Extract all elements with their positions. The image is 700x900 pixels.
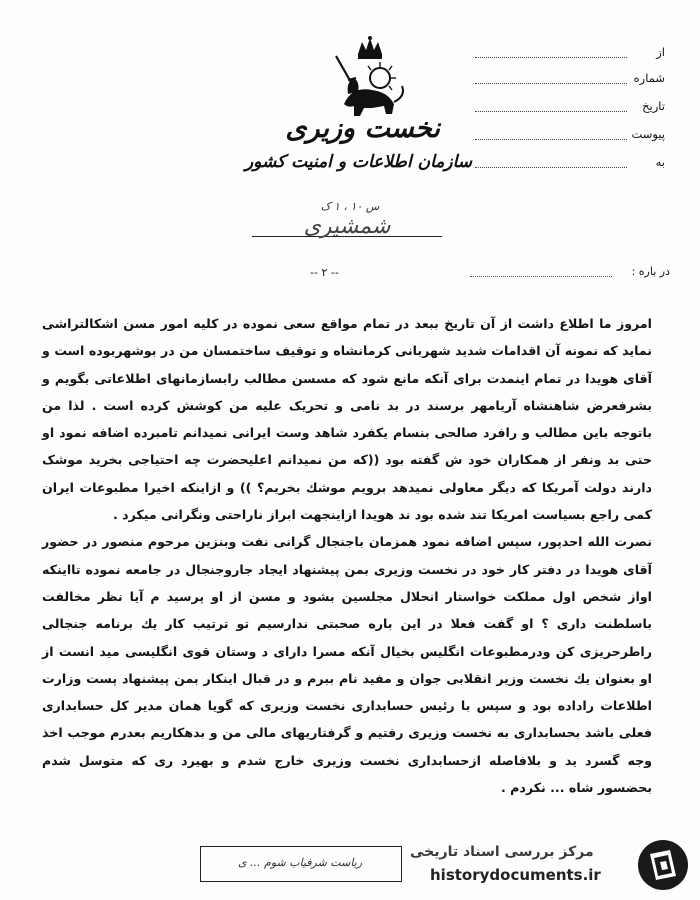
watermark-url: historydocuments.ir	[430, 866, 601, 884]
body-paragraph-1: امروز ما اطلاع داشت از آن تاریخ ببعد در تمام مواقع سعی نموده در کلیه امور مسن اشکالتراشی نماید که نمونه آن اقدامات شدید شهربانی کرمانشاه و توقیف ساختمسان من در بوشهربوده است و آقای هویدا در تمام اینمدت برای آنکه مانع شود که مسسن مطالب رابسازمانهای اطلاعاتی بگویم و بشرفعرض شاهنشاه آریامهر برسند در بد نامی و تحریک علیه من کوشش کرده است . لذا من باتوجه باین مطالب و رافرد صالحی بنسام یکفرد شاهد وست ایرانی نمیدانم تامبرده اضافه نمود او حتی بد ونفر از همکاران خود ش گفته بود ((که من نمیدانم اعلیحضرت چه احتیاجی بخرید موشک دارند دولت آمریکا که دیگر معاولی نمیدهد برویم موشك بخریم؟ )) و ازاینکه اخیرا مطبوعات ایران کمی راجع بسیاست امریکا تند شده بود ند هویدا ازاینجهت ابراز ناراحتی ونگرانی میکرد .	[42, 316, 652, 523]
field-to	[475, 154, 665, 176]
body-paragraph-2: نصرت الله احدپور، سپس اضافه نمود همزمان باجنجال گرانی نفت وبنزین مرحوم منصور در حضور آقای هویدا در دفتر کار خود در نخست وزیری بمن پیشنهاد ایجاد جاروجنجال در جامعه نموده تااینکه اواز شخص اول مملکت خواستار انحلال مجلسین بشود و مسن از او پرسید م آیا نظر مخالفت باسلطنت داری ؟ او گفت فعلا در این باره صحبتی ندارسیم تو ترتیب کار یك برنامه جنجالی راطرحریزی کن ودرمطبوعات انگلیس بخیال آنکه مسرا دارای د وستان قوی انگلیسی مید انست از او بعنوان یك نخست وزیر انقلابی جوان و مفید نام ببرم و در قبال اینکار بمن پیشنهاد پست وزارت اطلاعات راداده بود و سپس با رئیس حسابداری نخست وزیری که گویا همان مدیر کل حسابداری فعلی باشد بحسابداری به نخست وزیری رفتیم و گرفتاریهای مالی من و بدهکاریم بعدرم موجب اخذ وجه گسرد ید و بلافاصله ازحسابداری نخست وزیری خارج شدم و بهیرد ری که متوسل شدم بحضسور شاه ... نکردم .	[42, 534, 652, 796]
letter-body	[42, 310, 652, 801]
signature-box-text: ریاست شرفیاب شوم ... ی	[237, 856, 363, 869]
subject-dotted-line	[470, 276, 612, 277]
organization-subtitle: سازمان اطلاعات و امنیت کشور	[244, 152, 472, 172]
field-attachment	[475, 126, 665, 148]
field-dotted-line	[475, 57, 627, 58]
subject-field	[470, 265, 670, 285]
field-dotted-line	[475, 139, 627, 140]
field-from	[475, 44, 665, 66]
lion-and-sun-emblem-icon	[322, 34, 418, 124]
field-label: به	[652, 154, 665, 170]
field-label: پیوست	[627, 126, 665, 142]
reference-handwriting: شمشیری	[303, 214, 391, 239]
organization-title: نخست وزیری	[285, 113, 440, 144]
field-label: تاریخ	[638, 98, 665, 114]
field-dotted-line	[475, 83, 627, 84]
field-dotted-line	[475, 111, 627, 112]
page-number: -- ۲ --	[310, 266, 339, 279]
field-dotted-line	[475, 167, 627, 168]
field-label: شماره	[630, 70, 665, 86]
field-date	[475, 98, 665, 120]
field-label: از	[652, 44, 665, 60]
reference-code: س ۱۰ ، ۱ ک	[320, 200, 380, 213]
field-number	[475, 70, 665, 92]
watermark-title: مرکز بررسی اسناد تاریخی	[410, 844, 594, 860]
subject-label: در باره :	[631, 265, 670, 278]
watermark-logo-icon	[636, 838, 690, 892]
